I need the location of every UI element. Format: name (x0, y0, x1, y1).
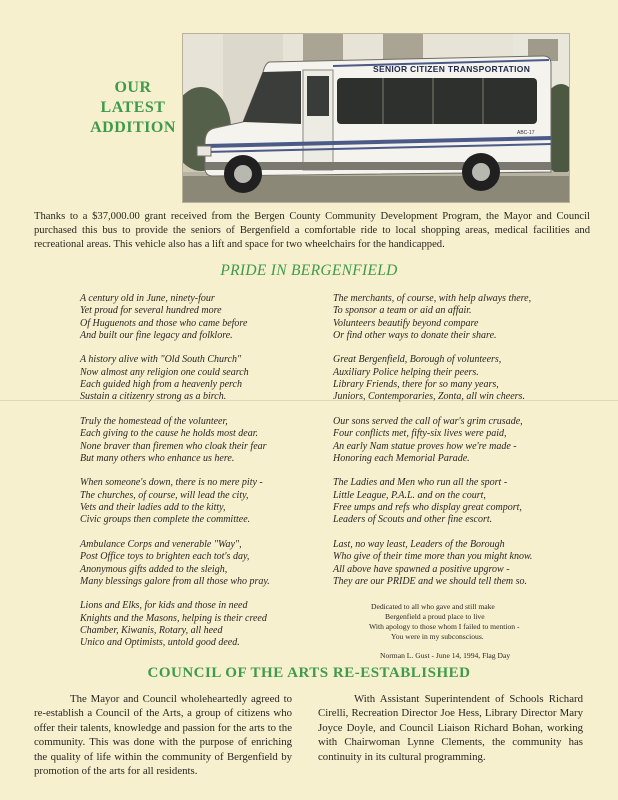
poem-line: Leaders of Scouts and other fine escort. (333, 514, 493, 526)
poem-right-column (333, 293, 593, 600)
poem-dedication (333, 602, 573, 642)
poem-stanza (80, 539, 320, 588)
poem-line: Many blessings galore from all those who pray. (80, 575, 270, 587)
poem-line: Little League, P.A.L. and on the court, (333, 489, 486, 501)
poem-line: Ambulance Corps and venerable "Way", (80, 538, 242, 550)
poem-stanza (80, 416, 320, 465)
poem-line: Four conflicts met, fifty-six lives were paid, (333, 428, 507, 440)
poem-stanza (80, 477, 320, 526)
poem-line: Free umps and refs who display great comport, (333, 502, 522, 514)
poem-line: Auxiliary Police helping their peers. (333, 366, 479, 378)
dedication-line: Bergenfield a proud place to live (385, 612, 485, 621)
poem-line: But many others who enhance us here. (80, 452, 235, 464)
poem-stanza (333, 477, 593, 526)
poem-line: Civic groups then complete the committee. (80, 514, 251, 526)
poem-line: An early Nam statue proves how we're made - (333, 440, 517, 452)
poem-line: Yet proud for several hundred more (80, 305, 222, 317)
poem-line: Vets and their ladies add to the kitty, (80, 502, 226, 514)
bus-announcement-text: Thanks to a $37,000.00 grant received from the Bergen County Community Development Program, the Mayor and Council purchased this bus to provide the seniors of Bergenfield a comfortable ride to local shopping areas, medical facilities and recreational areas. This vehicle also has a lift and space for two wheelchairs for the handicapped. (34, 211, 590, 250)
poem-line: Each giving to the cause he holds most dear. (80, 428, 259, 440)
poem-stanza (333, 354, 593, 403)
pride-poem-title: PRIDE IN BERGENFIELD (220, 262, 398, 279)
arts-council-title: COUNCIL OF THE ARTS RE-ESTABLISHED (147, 665, 471, 681)
poem-line: Last, no way least, Leaders of the Borough (333, 538, 505, 550)
poem-line: All above have spawned a positive upgrow - (333, 563, 510, 575)
poem-line: Sustain a citizenry strong as a birch. (80, 391, 227, 403)
poem-line: Anonymous gifts added to the sleigh, (80, 563, 228, 575)
poem-left-column (80, 293, 320, 662)
poem-line: Of Huguenots and those who came before (80, 317, 248, 329)
poem-line: Truly the homestead of the volunteer, (80, 415, 228, 427)
poem-line: They are our PRIDE and we should tell them so. (333, 575, 528, 587)
poem-stanza (80, 354, 320, 403)
dedication-line: You were in my subconscious. (391, 632, 484, 641)
headline-line: OUR (114, 79, 152, 96)
poem-line: None braver than firemen who cloak their fear (80, 440, 267, 452)
poem-line: And built our fine legacy and folklore. (80, 329, 233, 341)
poem-line: A history alive with "Old South Church" (80, 354, 242, 366)
arts-right-paragraph: With Assistant Superintendent of Schools Richard Cirelli, Recreation Director Joe Hess, Library Director Mary Joyce Doyle, and Council Liaison Richard Bohan, working with Chairwoman Lynne Clements, the community has continuity in its cultural programming. (318, 693, 583, 763)
bus-unit-number: ABC-17 (517, 130, 535, 136)
arts-left-paragraph: The Mayor and Council wholeheartedly agreed to re-establish a Council of the Arts, a group of citizens who offer their talents, knowledge and passion for the arts to the community. This was done with the purpose of enriching the quality of life within the community of Bergenfield by promotion of the arts for all residents. (34, 693, 292, 778)
poem-line: The merchants, of course, with help always there, (333, 293, 532, 304)
poem-line: Volunteers beautify beyond compare (333, 317, 479, 329)
poem-line: Post Office toys to brighten each tot's day, (80, 551, 250, 563)
poem-line: Library Friends, there for so many years, (333, 379, 499, 391)
poem-line: The Ladies and Men who run all the sport - (333, 477, 508, 489)
poem-line: The churches, of course, will lead the city, (80, 489, 249, 501)
poem-line: To sponsor a team or aid an affair. (333, 305, 472, 317)
poem-line: When someone's down, there is no mere pity - (80, 477, 263, 489)
poem-line: Chamber, Kiwanis, Rotary, all heed (80, 625, 223, 637)
dedication-line: Dedicated to all who gave and still make (371, 602, 495, 611)
headline-line: LATEST (100, 99, 166, 116)
poem-stanza (80, 600, 320, 649)
poem-line: Great Bergenfield, Borough of volunteers, (333, 354, 502, 366)
senior-bus-illustration (183, 34, 569, 202)
poem-line: Knights and the Masons, helping is their creed (80, 612, 267, 624)
poem-line: Unico and Optimists, untold good deed. (80, 637, 240, 649)
poem-line: Each guided high from a heavenly perch (80, 379, 242, 391)
poem-line: Honoring each Memorial Parade. (333, 452, 470, 464)
poem-line: A century old in June, ninety-four (80, 293, 215, 304)
poem-line: Juniors, Contemporaries, Zonta, all win cheers. (333, 391, 525, 403)
poem-line: Or find other ways to donate their share. (333, 329, 497, 341)
poem-stanza (333, 416, 593, 465)
poem-signature: Norman L. Gust - June 14, 1994, Flag Day (380, 651, 511, 660)
poem-stanza (333, 293, 593, 342)
bus-photo (182, 33, 570, 203)
poem-line: Who give of their time more than you might know. (333, 551, 533, 563)
poem-line: Lions and Elks, for kids and those in need (80, 600, 248, 612)
headline-line: ADDITION (90, 119, 176, 136)
latest-addition-headline (78, 78, 188, 138)
bus-destination-sign: SENIOR CITIZEN TRANSPORTATION (373, 64, 531, 74)
poem-line: Now almost any religion one could search (80, 366, 249, 378)
poem-stanza (80, 293, 320, 342)
dedication-line: With apology to those whom I failed to mention - (369, 622, 520, 631)
poem-stanza (333, 539, 593, 588)
poem-line: Our sons served the call of war's grim crusade, (333, 415, 523, 427)
